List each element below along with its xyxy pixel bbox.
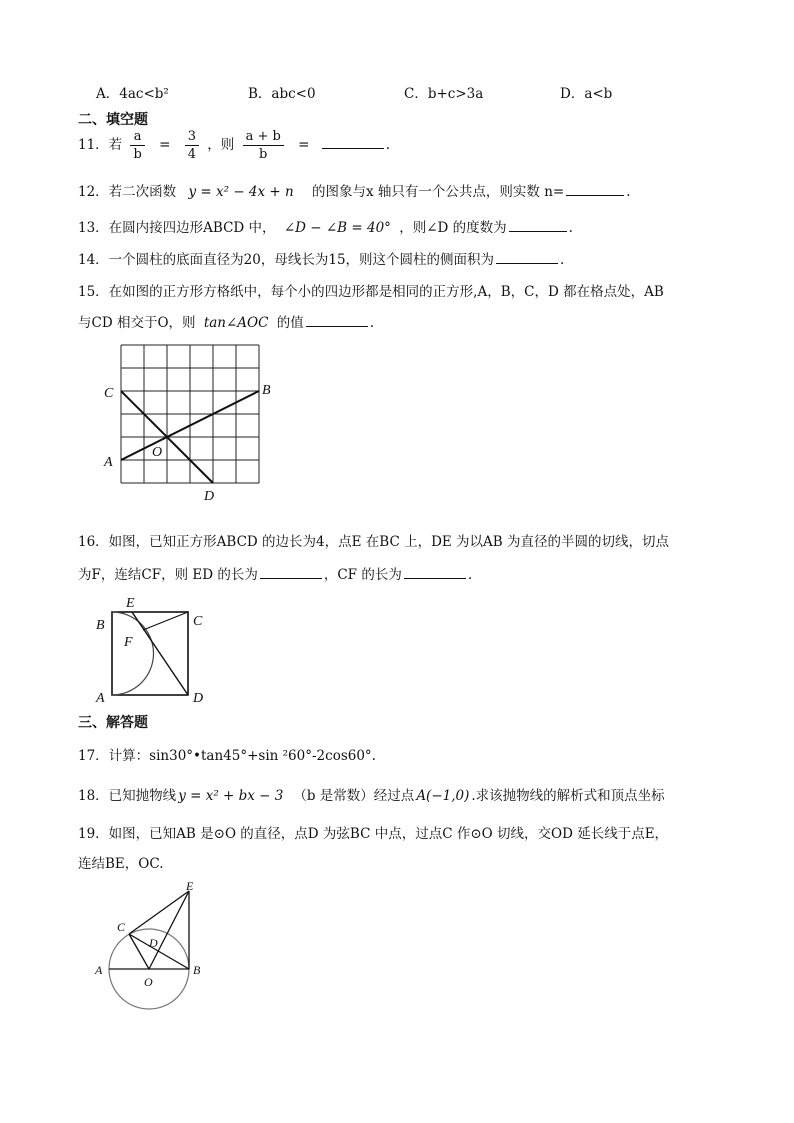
- section-fill-heading: 二、填空题: [78, 112, 148, 128]
- question-19-line-1: 19．如图，已知AB 是⊙O 的直径，点D 为弦BC 中点，过点C 作⊙O 切线，交OD 延长线于点E，: [78, 826, 669, 842]
- q18-suffix: .求该抛物线的解析式和顶点坐标: [471, 788, 665, 804]
- q11-mid: ，则: [207, 137, 235, 153]
- question-16-line-2: [78, 563, 472, 583]
- q15-grid-figure: [100, 340, 280, 505]
- q11-fraction-3-over-4: $\frac{3}{4}$: [185, 128, 199, 163]
- q16-label-e: E: [126, 596, 135, 611]
- q13-formula: ∠D − ∠B = 40°: [283, 220, 391, 236]
- q16-label-f: F: [124, 635, 133, 650]
- q19-label-b: B: [193, 963, 201, 977]
- q12-suffix-a: 的图象与x 轴只有一个公共点，则实数 n=: [312, 184, 565, 200]
- option-a: A．4ac<b²: [96, 86, 169, 102]
- q19-label-o: O: [144, 975, 153, 989]
- q16-label-d: D: [193, 691, 204, 706]
- q12-answer-blank[interactable]: [566, 183, 624, 196]
- option-b: B．abc<0: [248, 86, 316, 102]
- option-d: D．a<b: [560, 86, 613, 102]
- q15-answer-blank[interactable]: [306, 314, 368, 327]
- q15-label-d: D: [204, 489, 215, 504]
- question-12: [78, 180, 631, 200]
- q19-label-a: A: [95, 963, 103, 977]
- q15-suffix: .: [369, 315, 375, 331]
- q11-equals-1: =: [159, 137, 171, 153]
- question-16-line-1: 16．如图，已知正方形ABCD 的边长为4，点E 在BC 上，DE 为以AB 为直径的半圆的切线，切点: [78, 534, 669, 550]
- q19-segment-cb: [129, 934, 189, 969]
- question-11: [78, 128, 390, 163]
- q11-prefix: 11．若: [78, 137, 123, 153]
- question-18: [78, 784, 665, 804]
- q16-line2-prefix: 为F，连结CF，则 ED 的长为: [78, 567, 258, 583]
- q16-square-figure: [92, 592, 217, 707]
- question-19-line-2: 连结BE，OC.: [78, 856, 164, 872]
- question-14: [78, 248, 564, 268]
- q15-label-a: A: [104, 455, 113, 470]
- q15-label-c: C: [104, 386, 114, 401]
- q14-suffix: .: [560, 252, 565, 268]
- q16-square-abcd: [112, 612, 188, 695]
- q14-text: 14．一个圆柱的底面直径为20，母线长为15，则这个圆柱的侧面积为: [78, 252, 495, 268]
- q19-tangent-ce: [129, 891, 189, 934]
- q12-prefix: 12．若二次函数: [78, 184, 177, 200]
- q15-line2-prefix: 与CD 相交于O，则: [78, 315, 196, 331]
- question-15-line-1: 15．在如图的正方形方格纸中，每个小的四边形都是相同的正方形,A，B，C，D 都在格点处，AB: [78, 284, 664, 300]
- q11-equals-2: =: [298, 137, 310, 153]
- q11-fraction-a-plus-b-over-b: $\frac{a + b}{b}$: [243, 128, 284, 163]
- q14-answer-blank[interactable]: [496, 251, 558, 264]
- q19-circle-figure: [92, 879, 222, 1014]
- section-solve-heading: 三、解答题: [78, 715, 148, 731]
- q16-answer-blank-cf[interactable]: [404, 566, 466, 579]
- q15-formula: tan∠AOC: [203, 315, 269, 331]
- q18-formula: y = x² + bx − 3: [178, 788, 284, 804]
- q13-answer-blank[interactable]: [509, 219, 567, 232]
- question-15-line-2: [78, 311, 374, 331]
- q16-suffix: .: [467, 567, 473, 583]
- q11-fraction-a-over-b: $\frac{a}{b}$: [130, 128, 144, 163]
- q16-label-c: C: [193, 614, 203, 629]
- q16-label-a: A: [96, 691, 105, 706]
- q18-prefix: 18．已知抛物线: [78, 788, 177, 804]
- q15-line2-mid: 的值: [276, 315, 304, 331]
- q12-suffix-b: .: [626, 184, 631, 200]
- q11-suffix: .: [385, 137, 391, 153]
- q15-label-b: B: [262, 383, 271, 398]
- q18-point: A(−1,0): [416, 788, 470, 804]
- q16-semicircle: [112, 612, 154, 695]
- q18-mid: （b 是常数）经过点: [293, 788, 415, 804]
- question-13: [78, 216, 573, 236]
- question-17: 17．计算：sin30°•tan45°+sin ²60°-2cos60°.: [78, 748, 376, 764]
- q13-mid: ，则∠D 的度数为: [399, 220, 507, 236]
- q16-segment-ed: [132, 612, 188, 695]
- q15-label-o: O: [152, 445, 163, 460]
- q13-prefix: 13．在圆内接四边形ABCD 中，: [78, 220, 276, 236]
- q15-grid-lines: [121, 345, 259, 483]
- q16-line2-mid: ，CF 的长为: [323, 567, 402, 583]
- q12-formula: y = x² − 4x + n: [188, 184, 294, 200]
- q19-label-d: D: [149, 936, 158, 950]
- q16-segment-cf: [143, 612, 188, 630]
- q16-answer-blank-ed[interactable]: [260, 566, 322, 579]
- q13-suffix: .: [568, 220, 573, 236]
- q19-label-c: C: [117, 920, 126, 934]
- q11-answer-blank[interactable]: [322, 136, 384, 149]
- option-c: C．b+c>3a: [404, 86, 484, 102]
- q19-label-e: E: [186, 879, 194, 893]
- q16-label-b: B: [96, 618, 105, 633]
